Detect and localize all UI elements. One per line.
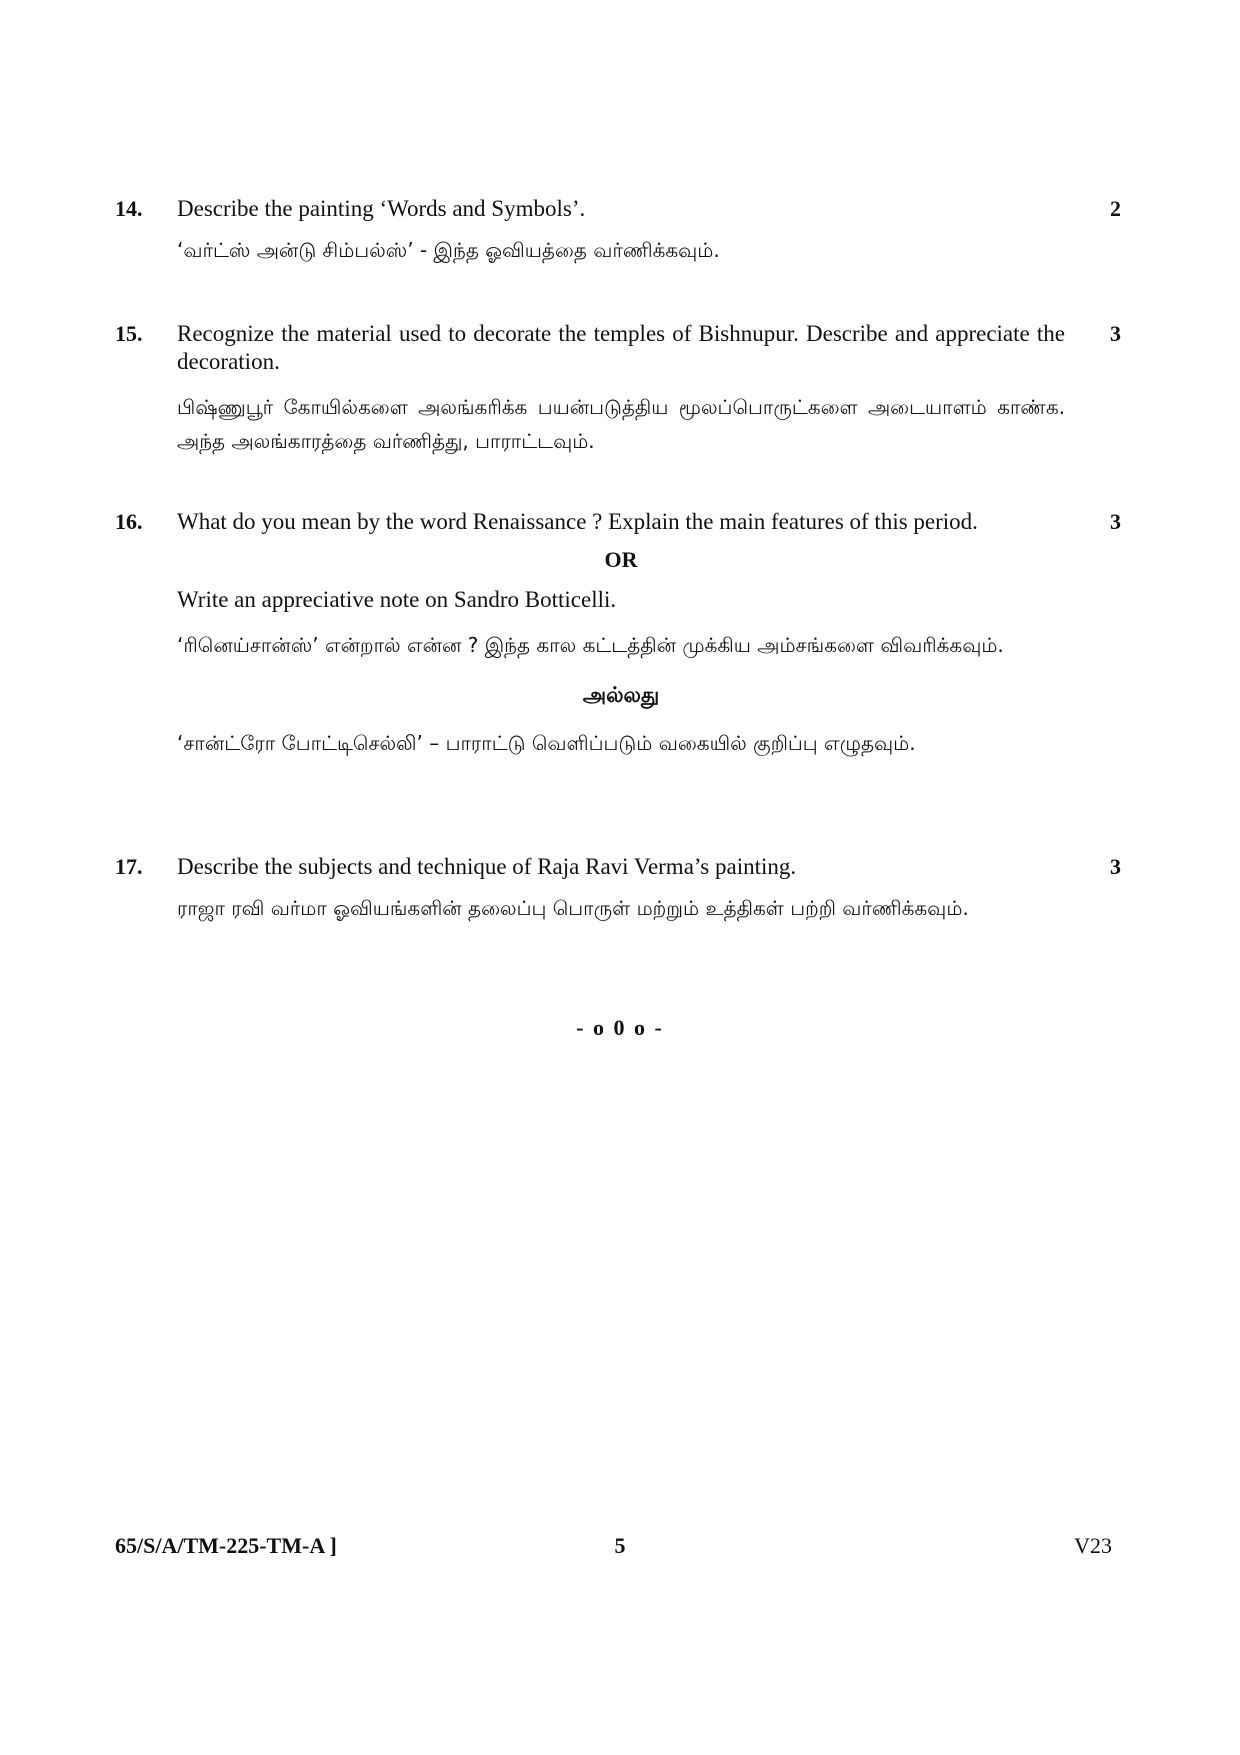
question-text-english: Describe the painting ‘Words and Symbols’. bbox=[177, 196, 586, 221]
question-body bbox=[177, 195, 1065, 267]
question-text-english: Describe the subjects and technique of Raja Ravi Verma’s painting. bbox=[177, 854, 797, 879]
paper-code: 65/S/A/TM-225-TM-A ] bbox=[115, 1533, 337, 1558]
or-separator-tamil: அல்லது bbox=[582, 683, 660, 707]
question-marks: 3 bbox=[1110, 509, 1121, 534]
question-marks: 3 bbox=[1110, 854, 1121, 879]
question-body bbox=[177, 853, 1065, 925]
question-number: 15. bbox=[115, 321, 143, 346]
question-text-tamil-alternative: ‘சான்ட்ரோ போட்டிசெல்லி’ – பாராட்டு வெளிப்படும் வகையில் குறிப்பு எழுதவும். bbox=[177, 731, 916, 755]
version-label: V23 bbox=[1074, 1533, 1112, 1558]
question-number: 17. bbox=[115, 854, 143, 879]
question-body bbox=[177, 320, 1065, 458]
or-separator-english: OR bbox=[604, 547, 638, 572]
question-number: 14. bbox=[115, 196, 143, 221]
question-text-english-alternative: Write an appreciative note on Sandro Botticelli. bbox=[177, 587, 617, 612]
end-of-paper-mark: - o 0 o - bbox=[576, 1015, 664, 1040]
question-text-english: Recognize the material used to decorate the temples of Bishnupur. Describe and appreciate the decoration. bbox=[177, 321, 1065, 374]
question-text-tamil: பிஷ்ணுபூர் கோயில்களை அலங்கரிக்க பயன்படுத்திய மூலப்பொருட்களை அடையாளம் காண்க. அந்த அலங்காரத்தை வர்ணித்து, பாராட்டவும். bbox=[177, 395, 1065, 453]
page-number: 5 bbox=[614, 1533, 626, 1558]
question-text-tamil: ‘ரினெய்சான்ஸ்’ என்றால் என்ன ? இந்த கால கட்டத்தின் முக்கிய அம்சங்களை விவரிக்கவும். bbox=[177, 633, 1004, 657]
page-footer bbox=[0, 1532, 1240, 1562]
question-marks: 2 bbox=[1110, 196, 1121, 221]
question-number: 16. bbox=[115, 509, 143, 534]
question-text-tamil: ராஜா ரவி வர்மா ஓவியங்களின் தலைப்பு பொருள் மற்றும் உத்திகள் பற்றி வர்ணிக்கவும். bbox=[177, 896, 969, 920]
question-marks: 3 bbox=[1110, 321, 1121, 346]
question-text-english: What do you mean by the word Renaissance ? Explain the main features of this period. bbox=[177, 509, 978, 534]
question-text-tamil: ‘வர்ட்ஸ் அன்டு சிம்பல்ஸ்’ - இந்த ஓவியத்தை வர்ணிக்கவும். bbox=[177, 238, 720, 262]
question-body bbox=[177, 508, 1065, 760]
